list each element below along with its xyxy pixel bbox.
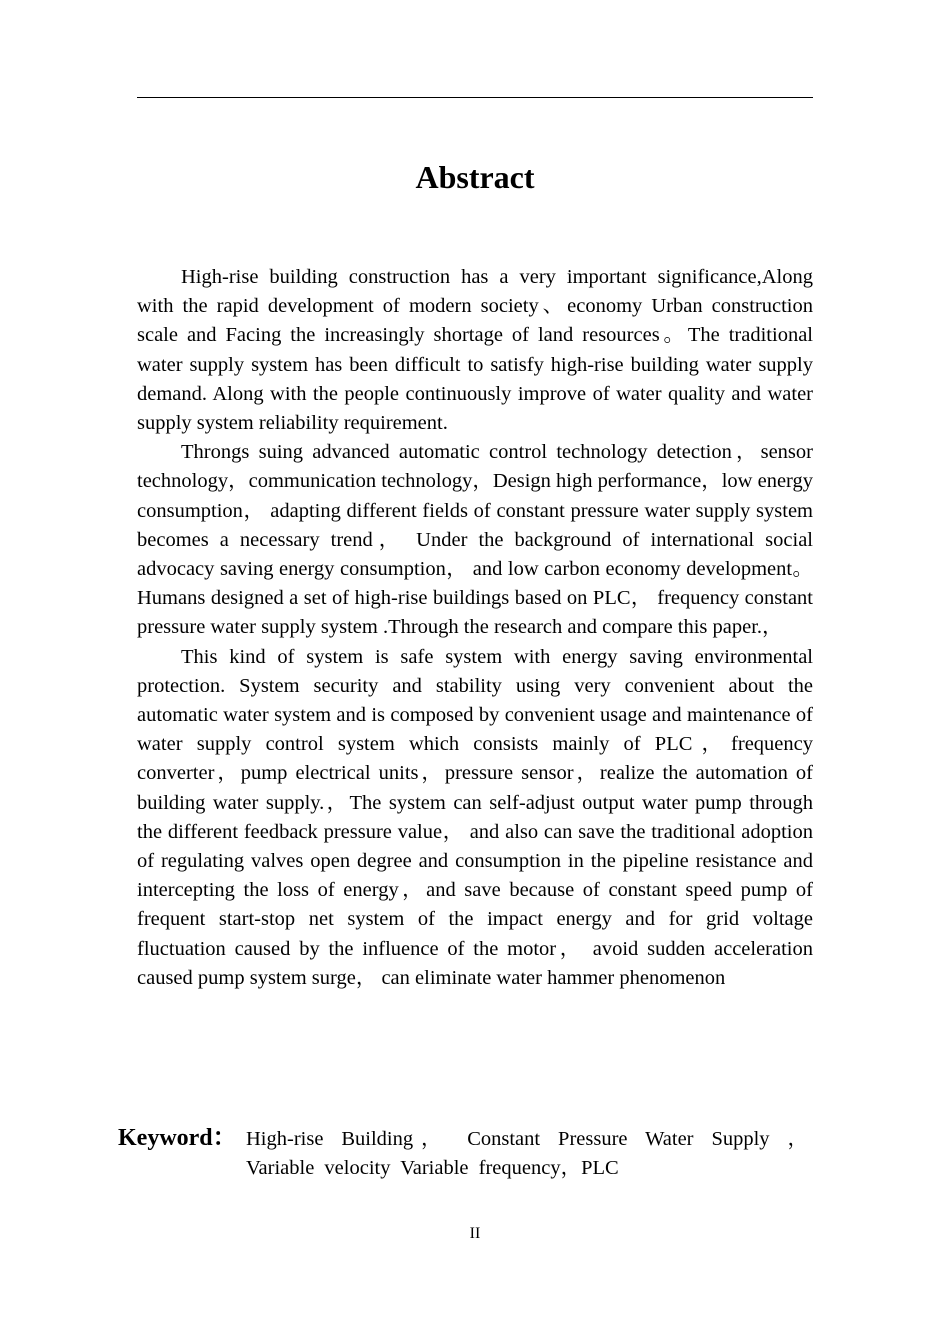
abstract-title: Abstract [415, 159, 535, 195]
page-number: II [469, 1225, 481, 1242]
abstract-body [137, 263, 813, 993]
abstract-paragraph-2: Throngs suing advanced automatic control technology detection，sensor technology，communication technology，Design high performance，low energy consumption， adapting different fields of constant pressure water supply system becomes a necessary trend， Under the background of international social advocacy saving energy consumption， and low carbon economy development。Humans designed a set of high-rise buildings based on PLC， frequency constant pressure water supply system .Through the research and compare this paper.， [137, 441, 813, 639]
header-rule [137, 97, 813, 98]
abstract-paragraph-1: High-rise building construction has a very important significance,Along with the rapid development of modern society、economy Urban construction scale and Facing the increasingly shortage of land resources。The traditional water supply system has been difficult to satisfy high-rise building water supply demand. Along with the people continuously improve of water quality and water supply system reliability requirement. [137, 266, 813, 435]
keywords-text: High-rise Building， Constant Pressure Water Supply ，Variable velocity Variable frequency，PLC [246, 1128, 808, 1179]
abstract-paragraph-3: This kind of system is safe system with energy saving environmental protection. System security and stability using very convenient about the automatic water system and is composed by convenient usage and maintenance of water supply control system which consists mainly of PLC，frequency converter，pump electrical units，pressure sensor，realize the automation of building water supply.，The system can self-adjust output water pump through the different feedback pressure value， and also can save the traditional adoption of regulating valves open degree and consumption in the pipeline resistance and intercepting the loss of energy，and save because of constant speed pump of frequent start-stop net system of the impact energy and for grid voltage fluctuation caused by the influence of the motor， avoid sudden acceleration caused pump system surge， can eliminate water hammer phenomenon [137, 645, 813, 989]
keywords-section [118, 1122, 808, 1183]
keyword-label: Keyword： [118, 1125, 237, 1151]
